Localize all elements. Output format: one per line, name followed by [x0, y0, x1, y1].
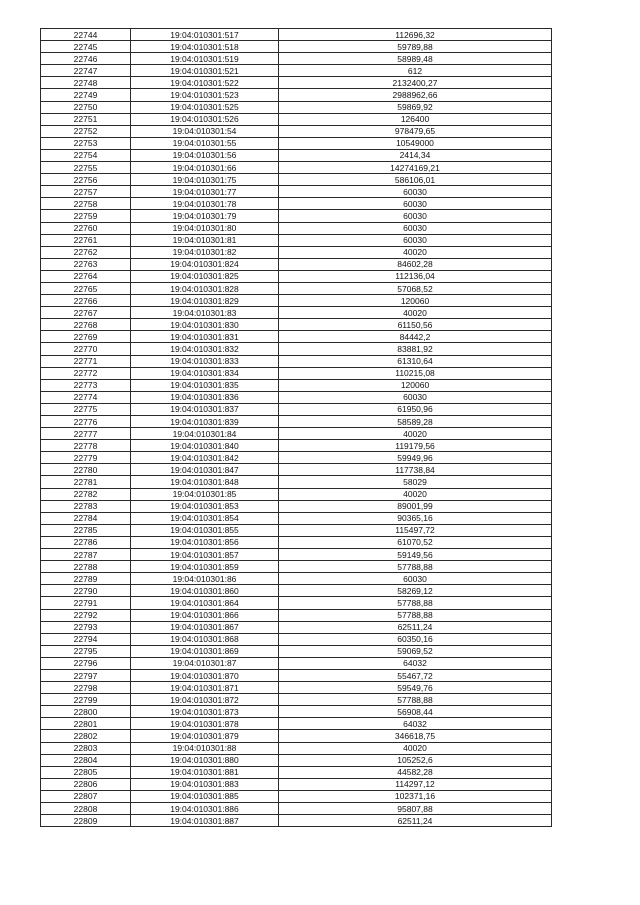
table-row: [41, 222, 552, 234]
cadastral-number-cell: 19:04:010301:873: [131, 706, 279, 718]
row-number-cell: 22788: [41, 561, 131, 573]
value-cell: 40020: [279, 428, 552, 440]
value-cell: 61070,52: [279, 536, 552, 548]
table-row: [41, 694, 552, 706]
table-row: [41, 512, 552, 524]
cadastral-number-cell: 19:04:010301:88: [131, 742, 279, 754]
table-row: [41, 778, 552, 790]
value-cell: 95807,88: [279, 803, 552, 815]
cadastral-number-cell: 19:04:010301:887: [131, 815, 279, 827]
value-cell: 2132400,27: [279, 77, 552, 89]
cadastral-number-cell: 19:04:010301:881: [131, 766, 279, 778]
cadastral-number-cell: 19:04:010301:866: [131, 609, 279, 621]
row-number-cell: 22802: [41, 730, 131, 742]
cadastral-number-cell: 19:04:010301:82: [131, 246, 279, 258]
cadastral-number-cell: 19:04:010301:869: [131, 645, 279, 657]
table-row: [41, 186, 552, 198]
table-row: [41, 77, 552, 89]
table-row: [41, 367, 552, 379]
value-cell: 14274169,21: [279, 162, 552, 174]
cadastral-number-cell: 19:04:010301:54: [131, 125, 279, 137]
cadastral-number-cell: 19:04:010301:522: [131, 77, 279, 89]
value-cell: 59069,52: [279, 645, 552, 657]
cadastral-number-cell: 19:04:010301:831: [131, 331, 279, 343]
value-cell: 114297,12: [279, 778, 552, 790]
cadastral-number-cell: 19:04:010301:79: [131, 210, 279, 222]
row-number-cell: 22781: [41, 476, 131, 488]
row-number-cell: 22798: [41, 682, 131, 694]
row-number-cell: 22767: [41, 307, 131, 319]
value-cell: 60030: [279, 186, 552, 198]
row-number-cell: 22795: [41, 645, 131, 657]
value-cell: 84442,2: [279, 331, 552, 343]
table-row: [41, 730, 552, 742]
cadastral-number-cell: 19:04:010301:525: [131, 101, 279, 113]
cadastral-number-cell: 19:04:010301:518: [131, 41, 279, 53]
row-number-cell: 22792: [41, 609, 131, 621]
value-cell: 56908,44: [279, 706, 552, 718]
value-cell: 120060: [279, 379, 552, 391]
table-row: [41, 476, 552, 488]
table-body: [41, 29, 552, 827]
table-row: [41, 428, 552, 440]
cadastral-number-cell: 19:04:010301:824: [131, 258, 279, 270]
data-table: [40, 28, 552, 827]
value-cell: 57068,52: [279, 282, 552, 294]
table-row: [41, 488, 552, 500]
table-row: [41, 403, 552, 415]
value-cell: 60030: [279, 210, 552, 222]
value-cell: 40020: [279, 246, 552, 258]
table-row: [41, 561, 552, 573]
row-number-cell: 22764: [41, 270, 131, 282]
table-row: [41, 573, 552, 585]
cadastral-number-cell: 19:04:010301:519: [131, 53, 279, 65]
row-number-cell: 22760: [41, 222, 131, 234]
value-cell: 61950,96: [279, 403, 552, 415]
row-number-cell: 22780: [41, 464, 131, 476]
row-number-cell: 22774: [41, 391, 131, 403]
value-cell: 84602,28: [279, 258, 552, 270]
row-number-cell: 22805: [41, 766, 131, 778]
table-row: [41, 270, 552, 282]
row-number-cell: 22751: [41, 113, 131, 125]
table-row: [41, 89, 552, 101]
cadastral-number-cell: 19:04:010301:883: [131, 778, 279, 790]
row-number-cell: 22796: [41, 657, 131, 669]
row-number-cell: 22797: [41, 669, 131, 681]
cadastral-number-cell: 19:04:010301:847: [131, 464, 279, 476]
row-number-cell: 22769: [41, 331, 131, 343]
cadastral-number-cell: 19:04:010301:521: [131, 65, 279, 77]
cadastral-number-cell: 19:04:010301:870: [131, 669, 279, 681]
table-row: [41, 307, 552, 319]
table-row: [41, 246, 552, 258]
table-row: [41, 331, 552, 343]
cadastral-number-cell: 19:04:010301:840: [131, 440, 279, 452]
value-cell: 64032: [279, 718, 552, 730]
cadastral-number-cell: 19:04:010301:833: [131, 355, 279, 367]
table-row: [41, 621, 552, 633]
row-number-cell: 22794: [41, 633, 131, 645]
value-cell: 102371,16: [279, 790, 552, 802]
table-row: [41, 669, 552, 681]
value-cell: 59549,76: [279, 682, 552, 694]
table-row: [41, 718, 552, 730]
table-row: [41, 210, 552, 222]
value-cell: 90365,16: [279, 512, 552, 524]
value-cell: 978479,65: [279, 125, 552, 137]
value-cell: 57788,88: [279, 609, 552, 621]
table-row: [41, 790, 552, 802]
table-row: [41, 343, 552, 355]
table-row: [41, 464, 552, 476]
value-cell: 57788,88: [279, 694, 552, 706]
value-cell: 119179,56: [279, 440, 552, 452]
value-cell: 61310,64: [279, 355, 552, 367]
row-number-cell: 22801: [41, 718, 131, 730]
table-row: [41, 452, 552, 464]
cadastral-number-cell: 19:04:010301:835: [131, 379, 279, 391]
value-cell: 62511,24: [279, 815, 552, 827]
value-cell: 61150,56: [279, 319, 552, 331]
value-cell: 83881,92: [279, 343, 552, 355]
cadastral-number-cell: 19:04:010301:80: [131, 222, 279, 234]
cadastral-number-cell: 19:04:010301:836: [131, 391, 279, 403]
row-number-cell: 22759: [41, 210, 131, 222]
table-row: [41, 609, 552, 621]
table-row: [41, 379, 552, 391]
row-number-cell: 22748: [41, 77, 131, 89]
row-number-cell: 22766: [41, 295, 131, 307]
row-number-cell: 22789: [41, 573, 131, 585]
row-number-cell: 22772: [41, 367, 131, 379]
row-number-cell: 22779: [41, 452, 131, 464]
cadastral-number-cell: 19:04:010301:83: [131, 307, 279, 319]
cadastral-number-cell: 19:04:010301:848: [131, 476, 279, 488]
row-number-cell: 22752: [41, 125, 131, 137]
row-number-cell: 22783: [41, 500, 131, 512]
table-row: [41, 319, 552, 331]
cadastral-number-cell: 19:04:010301:56: [131, 149, 279, 161]
row-number-cell: 22776: [41, 416, 131, 428]
value-cell: 586106,01: [279, 174, 552, 186]
row-number-cell: 22793: [41, 621, 131, 633]
table-row: [41, 742, 552, 754]
cadastral-number-cell: 19:04:010301:857: [131, 549, 279, 561]
value-cell: 60030: [279, 573, 552, 585]
table-row: [41, 41, 552, 53]
table-row: [41, 162, 552, 174]
cadastral-number-cell: 19:04:010301:867: [131, 621, 279, 633]
value-cell: 40020: [279, 307, 552, 319]
row-number-cell: 22758: [41, 198, 131, 210]
cadastral-number-cell: 19:04:010301:55: [131, 137, 279, 149]
cadastral-number-cell: 19:04:010301:825: [131, 270, 279, 282]
cadastral-number-cell: 19:04:010301:868: [131, 633, 279, 645]
row-number-cell: 22757: [41, 186, 131, 198]
value-cell: 60030: [279, 222, 552, 234]
row-number-cell: 22804: [41, 754, 131, 766]
table-row: [41, 149, 552, 161]
table-row: [41, 258, 552, 270]
cadastral-number-cell: 19:04:010301:853: [131, 500, 279, 512]
table-row: [41, 766, 552, 778]
value-cell: 60030: [279, 391, 552, 403]
row-number-cell: 22749: [41, 89, 131, 101]
table-row: [41, 282, 552, 294]
value-cell: 59949,96: [279, 452, 552, 464]
value-cell: 112136,04: [279, 270, 552, 282]
table-row: [41, 585, 552, 597]
cadastral-number-cell: 19:04:010301:77: [131, 186, 279, 198]
value-cell: 57788,88: [279, 561, 552, 573]
cadastral-number-cell: 19:04:010301:856: [131, 536, 279, 548]
table-row: [41, 815, 552, 827]
value-cell: 59149,56: [279, 549, 552, 561]
value-cell: 10549000: [279, 137, 552, 149]
cadastral-number-cell: 19:04:010301:78: [131, 198, 279, 210]
cadastral-number-cell: 19:04:010301:839: [131, 416, 279, 428]
row-number-cell: 22786: [41, 536, 131, 548]
value-cell: 2988962,66: [279, 89, 552, 101]
row-number-cell: 22808: [41, 803, 131, 815]
value-cell: 110215,08: [279, 367, 552, 379]
value-cell: 59869,92: [279, 101, 552, 113]
cadastral-number-cell: 19:04:010301:880: [131, 754, 279, 766]
row-number-cell: 22755: [41, 162, 131, 174]
row-number-cell: 22744: [41, 29, 131, 41]
value-cell: 58269,12: [279, 585, 552, 597]
cadastral-number-cell: 19:04:010301:87: [131, 657, 279, 669]
value-cell: 120060: [279, 295, 552, 307]
value-cell: 346618,75: [279, 730, 552, 742]
cadastral-number-cell: 19:04:010301:860: [131, 585, 279, 597]
table-row: [41, 416, 552, 428]
table-row: [41, 524, 552, 536]
row-number-cell: 22756: [41, 174, 131, 186]
cadastral-number-cell: 19:04:010301:526: [131, 113, 279, 125]
cadastral-number-cell: 19:04:010301:834: [131, 367, 279, 379]
value-cell: 612: [279, 65, 552, 77]
row-number-cell: 22784: [41, 512, 131, 524]
cadastral-number-cell: 19:04:010301:885: [131, 790, 279, 802]
row-number-cell: 22770: [41, 343, 131, 355]
value-cell: 64032: [279, 657, 552, 669]
row-number-cell: 22800: [41, 706, 131, 718]
row-number-cell: 22807: [41, 790, 131, 802]
cadastral-number-cell: 19:04:010301:855: [131, 524, 279, 536]
table-row: [41, 597, 552, 609]
row-number-cell: 22747: [41, 65, 131, 77]
row-number-cell: 22746: [41, 53, 131, 65]
table-row: [41, 113, 552, 125]
row-number-cell: 22778: [41, 440, 131, 452]
table-row: [41, 101, 552, 113]
cadastral-number-cell: 19:04:010301:523: [131, 89, 279, 101]
table-row: [41, 536, 552, 548]
table-row: [41, 803, 552, 815]
value-cell: 58029: [279, 476, 552, 488]
row-number-cell: 22763: [41, 258, 131, 270]
value-cell: 115497,72: [279, 524, 552, 536]
cadastral-number-cell: 19:04:010301:871: [131, 682, 279, 694]
row-number-cell: 22790: [41, 585, 131, 597]
table-row: [41, 706, 552, 718]
cadastral-number-cell: 19:04:010301:879: [131, 730, 279, 742]
value-cell: 105252,6: [279, 754, 552, 766]
cadastral-number-cell: 19:04:010301:81: [131, 234, 279, 246]
row-number-cell: 22768: [41, 319, 131, 331]
cadastral-number-cell: 19:04:010301:842: [131, 452, 279, 464]
cadastral-number-cell: 19:04:010301:66: [131, 162, 279, 174]
row-number-cell: 22809: [41, 815, 131, 827]
cadastral-number-cell: 19:04:010301:517: [131, 29, 279, 41]
cadastral-number-cell: 19:04:010301:830: [131, 319, 279, 331]
row-number-cell: 22782: [41, 488, 131, 500]
table-row: [41, 682, 552, 694]
cadastral-number-cell: 19:04:010301:872: [131, 694, 279, 706]
table-row: [41, 500, 552, 512]
table-row: [41, 633, 552, 645]
value-cell: 60030: [279, 234, 552, 246]
value-cell: 58589,28: [279, 416, 552, 428]
table-row: [41, 125, 552, 137]
row-number-cell: 22762: [41, 246, 131, 258]
value-cell: 117738,84: [279, 464, 552, 476]
table-row: [41, 754, 552, 766]
cadastral-number-cell: 19:04:010301:832: [131, 343, 279, 355]
cadastral-number-cell: 19:04:010301:886: [131, 803, 279, 815]
row-number-cell: 22806: [41, 778, 131, 790]
row-number-cell: 22745: [41, 41, 131, 53]
row-number-cell: 22753: [41, 137, 131, 149]
cadastral-number-cell: 19:04:010301:837: [131, 403, 279, 415]
value-cell: 112696,32: [279, 29, 552, 41]
table-row: [41, 65, 552, 77]
row-number-cell: 22799: [41, 694, 131, 706]
value-cell: 57788,88: [279, 597, 552, 609]
table-row: [41, 355, 552, 367]
value-cell: 62511,24: [279, 621, 552, 633]
cadastral-number-cell: 19:04:010301:86: [131, 573, 279, 585]
row-number-cell: 22791: [41, 597, 131, 609]
value-cell: 59789,88: [279, 41, 552, 53]
cadastral-number-cell: 19:04:010301:75: [131, 174, 279, 186]
cadastral-number-cell: 19:04:010301:829: [131, 295, 279, 307]
table-row: [41, 234, 552, 246]
value-cell: 40020: [279, 488, 552, 500]
row-number-cell: 22765: [41, 282, 131, 294]
table-row: [41, 174, 552, 186]
row-number-cell: 22785: [41, 524, 131, 536]
table-row: [41, 198, 552, 210]
value-cell: 58989,48: [279, 53, 552, 65]
table-row: [41, 645, 552, 657]
row-number-cell: 22754: [41, 149, 131, 161]
table-row: [41, 657, 552, 669]
value-cell: 55467,72: [279, 669, 552, 681]
value-cell: 60350,16: [279, 633, 552, 645]
cadastral-number-cell: 19:04:010301:859: [131, 561, 279, 573]
value-cell: 40020: [279, 742, 552, 754]
value-cell: 44582,28: [279, 766, 552, 778]
cadastral-number-cell: 19:04:010301:864: [131, 597, 279, 609]
table-row: [41, 549, 552, 561]
row-number-cell: 22771: [41, 355, 131, 367]
row-number-cell: 22750: [41, 101, 131, 113]
value-cell: 60030: [279, 198, 552, 210]
row-number-cell: 22775: [41, 403, 131, 415]
cadastral-number-cell: 19:04:010301:85: [131, 488, 279, 500]
table-row: [41, 53, 552, 65]
table-row: [41, 29, 552, 41]
row-number-cell: 22773: [41, 379, 131, 391]
value-cell: 89001,99: [279, 500, 552, 512]
table-row: [41, 137, 552, 149]
table-row: [41, 440, 552, 452]
table-row: [41, 391, 552, 403]
cadastral-number-cell: 19:04:010301:878: [131, 718, 279, 730]
row-number-cell: 22777: [41, 428, 131, 440]
cadastral-number-cell: 19:04:010301:854: [131, 512, 279, 524]
row-number-cell: 22761: [41, 234, 131, 246]
cadastral-number-cell: 19:04:010301:84: [131, 428, 279, 440]
value-cell: 126400: [279, 113, 552, 125]
row-number-cell: 22803: [41, 742, 131, 754]
cadastral-number-cell: 19:04:010301:828: [131, 282, 279, 294]
row-number-cell: 22787: [41, 549, 131, 561]
table-row: [41, 295, 552, 307]
value-cell: 2414,34: [279, 149, 552, 161]
